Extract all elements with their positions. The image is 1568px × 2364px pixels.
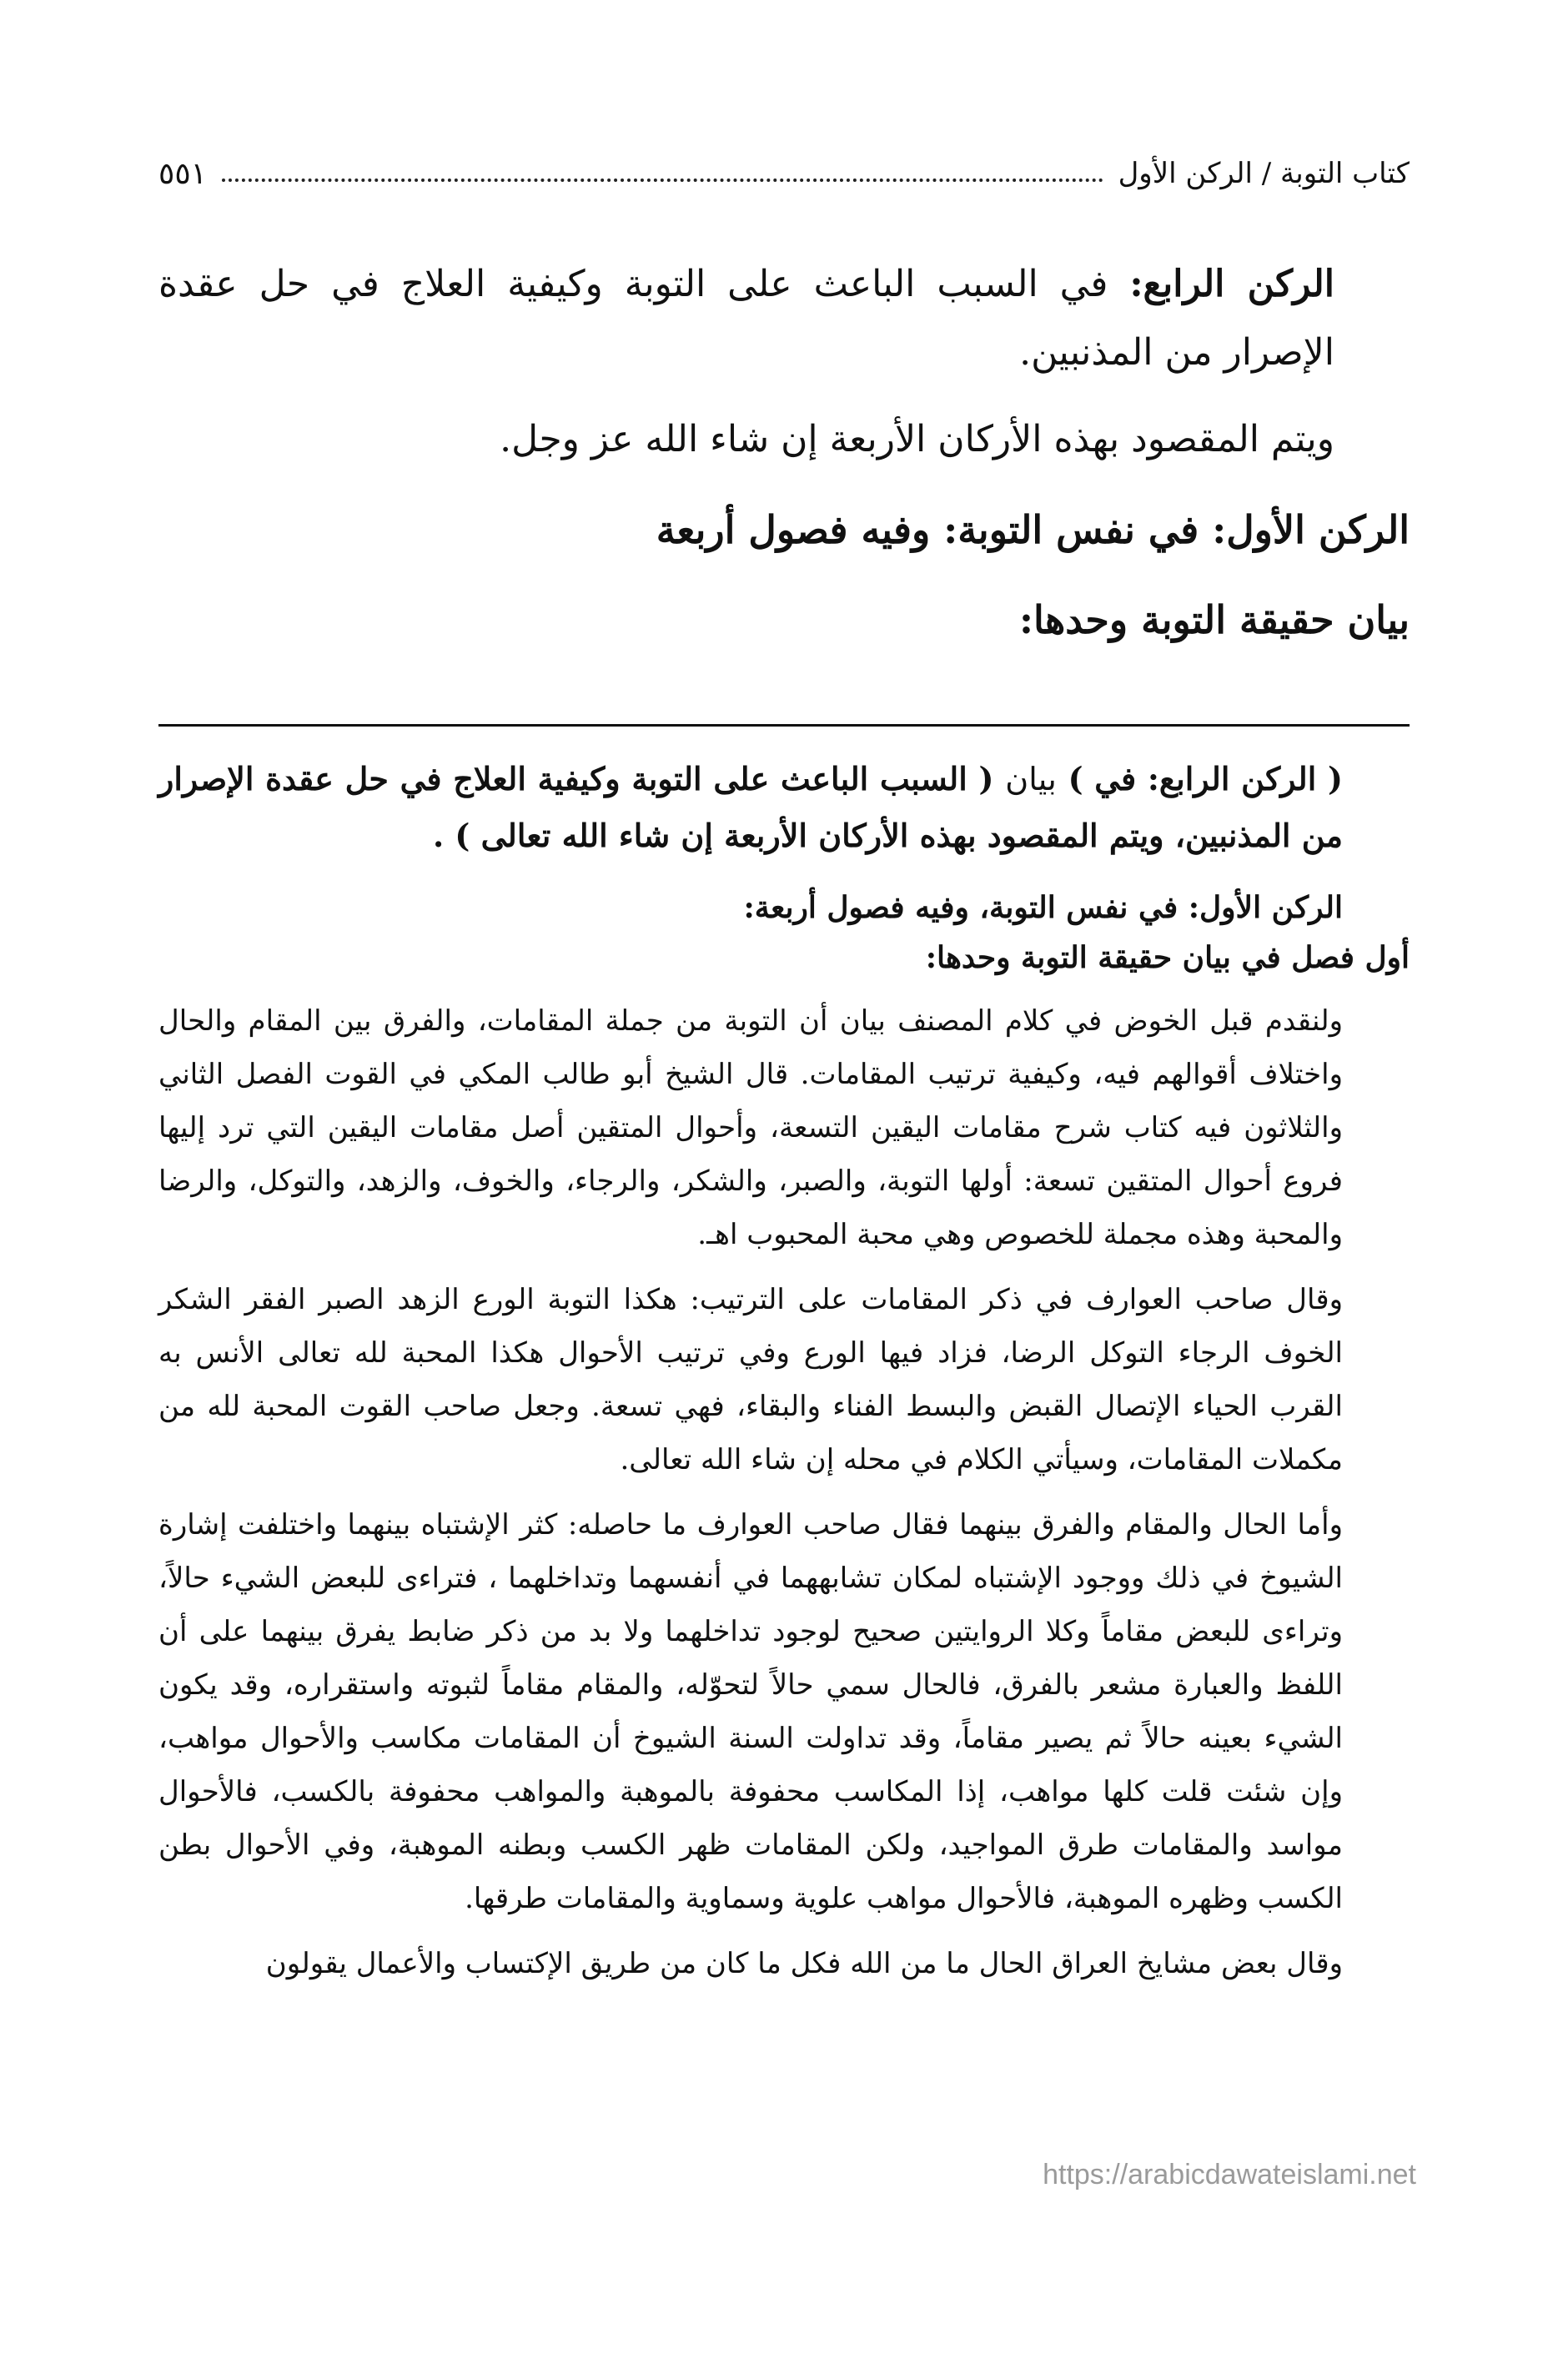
watermark-url: https://arabicdawateislami.net	[1043, 2159, 1416, 2190]
commentary-paragraph-4: وقال بعض مشايخ العراق الحال ما من الله فكل ما كان من طريق الإكتساب والأعمال يقولون	[265, 1947, 1343, 1980]
commentary-subheading-2: أول فصل في بيان حقيقة التوبة وحدها:	[925, 940, 1410, 975]
main-paragraph-1-lead: الركن الرابع:	[1129, 263, 1334, 305]
main-text	[158, 250, 1410, 654]
commentary-subheading-1: الركن الأول: في نفس التوبة، وفيه فصول أربعة:	[743, 890, 1343, 925]
commentary-paragraph-1: ولنقدم قبل الخوض في كلام المصنف بيان أن التوبة من جملة المقامات، والفرق بين المقام والحال واختلاف أقوالهم فيه، وكيفية ترتيب المقامات. قال الشيخ أبو طالب المكي في القوت الفصل الثاني والثلاثون فيه كتاب شرح مقامات اليقين التسعة، وأحوال المتقين أصل مقامات اليقين التي ترد إليها فروع أحوال المتقين تسعة: أولها التوبة، والصبر، والشكر، والرجاء، والخوف، والزهد، والتوكل، والرضا والمحبة وهذه مجملة للخصوص وهي محبة المحبوب اهـ.	[158, 1004, 1343, 1251]
main-paragraph-1	[158, 250, 1410, 387]
matn-open: ( الركن الرابع: في )	[1056, 760, 1344, 797]
main-heading-2: بيان حقيقة التوبة وحدها:	[1019, 597, 1410, 642]
page-number: ٥٥١	[158, 156, 208, 191]
matn-rest: ( السبب الباعث على التوبة وكيفية العلاج في حل عقدة الإصرار من المذنبين، ويتم المقصود بهذه الأركان الأربعة إن شاء الله تعالى ) .	[158, 760, 1343, 854]
running-header	[158, 148, 1410, 199]
footnote-separator	[158, 724, 1410, 727]
matn-word: بيان	[1005, 761, 1057, 797]
main-heading-1: الركن الأول: في نفس التوبة: وفيه فصول أربعة	[656, 507, 1410, 552]
header-title: كتاب التوبة / الركن الأول	[1118, 157, 1410, 190]
commentary-matn	[158, 751, 1410, 864]
dotted-leader	[222, 179, 1103, 182]
commentary-paragraph-3: وأما الحال والمقام والفرق بينهما فقال صاحب العوارف ما حاصله: كثر الإشتباه بينهما واختلفت إشارة الشيوخ في ذلك ووجود الإشتباه لمكان تشابههما في أنفسهما وتداخلهما ، فتراءى للبعض الشيء حالاً، وتراءى للبعض مقاماً وكلا الروايتين صحيح لوجود تداخلهما ولا بد من ذكر ضابط يفرق بينهما على أن اللفظ والعبارة مشعر بالفرق، فالحال سمي حالاً لتحوّله، والمقام مقاماً لثبوته واستقراره، وقد يكون الشيء بعينه حالاً ثم يصير مقاماً، وقد تداولت السنة الشيوخ أن المقامات مكاسب والأحوال مواهب، وإن شئت قلت كلها مواهب، إذا المكاسب محفوفة بالموهبة والمواهب محفوفة بالكسب، فالأحوال مواسد والمقامات طرق المواجيد، ولكن المقامات ظهر الكسب وبطنه الموهبة، وفي الأحوال بطن الكسب وظهره الموهبة، فالأحوال مواهب علوية وسماوية والمقامات طرقها.	[158, 1508, 1343, 1915]
main-paragraph-2: ويتم المقصود بهذه الأركان الأربعة إن شاء الله عز وجل.	[500, 418, 1334, 460]
commentary-text	[158, 751, 1410, 1990]
main-paragraph-1-text: في السبب الباعث على التوبة وكيفية العلاج في حل عقدة الإصرار من المذنبين.	[158, 263, 1334, 374]
commentary-paragraph-2: وقال صاحب العوارف في ذكر المقامات على الترتيب: هكذا التوبة الورع الزهد الصبر الفقر الشكر الخوف الرجاء التوكل الرضا، فزاد فيها الورع وفي ترتيب الأحوال هكذا المحبة لله تعالى الأنس به القرب الحياء الإتصال القبض والبسط الفناء والبقاء، فهي تسعة. وجعل صاحب القوت المحبة لله من مكملات المقامات، وسيأتي الكلام في محله إن شاء الله تعالى.	[158, 1283, 1343, 1476]
